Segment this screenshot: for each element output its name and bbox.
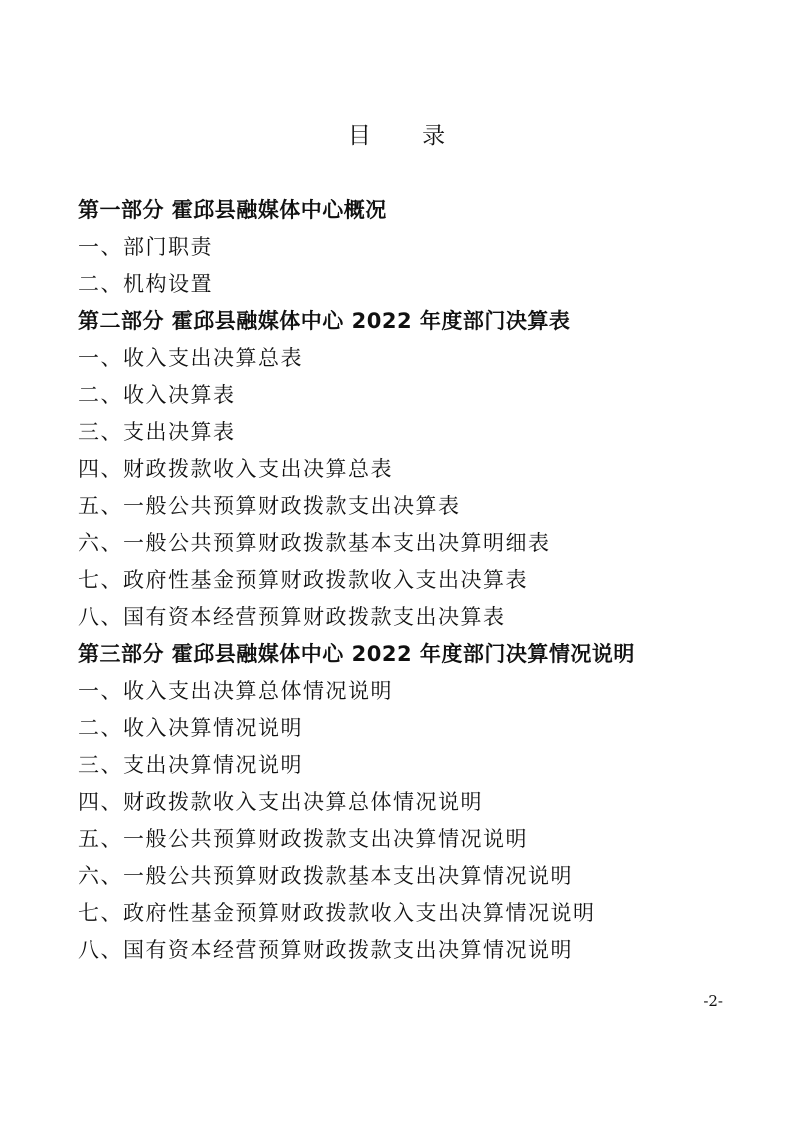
toc-item: 八、国有资本经营预算财政拨款支出决算情况说明: [78, 938, 573, 962]
toc-item: 三、支出决算表: [78, 420, 236, 444]
toc-part-1: 第一部分 霍邱县融媒体中心概况: [78, 198, 387, 222]
toc-item: 五、一般公共预算财政拨款支出决算情况说明: [78, 827, 528, 851]
toc-item: 七、政府性基金预算财政拨款收入支出决算情况说明: [78, 901, 596, 925]
table-of-contents: [78, 192, 758, 969]
toc-item: 一、收入支出决算总表: [78, 346, 303, 370]
toc-part-2: 第二部分 霍邱县融媒体中心 2022 年度部门决算表: [78, 309, 571, 333]
toc-item: 二、机构设置: [78, 272, 213, 296]
toc-item: 一、收入支出决算总体情况说明: [78, 679, 393, 703]
toc-item: 八、国有资本经营预算财政拨款支出决算表: [78, 605, 506, 629]
toc-item: 五、一般公共预算财政拨款支出决算表: [78, 494, 461, 518]
toc-item: 六、一般公共预算财政拨款基本支出决算情况说明: [78, 864, 573, 888]
toc-part-3: 第三部分 霍邱县融媒体中心 2022 年度部门决算情况说明: [78, 642, 635, 666]
page-number: -2-: [703, 992, 723, 1010]
toc-item: 二、收入决算表: [78, 383, 236, 407]
toc-item: 四、财政拨款收入支出决算总表: [78, 457, 393, 481]
toc-item: 六、一般公共预算财政拨款基本支出决算明细表: [78, 531, 551, 555]
toc-item: 二、收入决算情况说明: [78, 716, 303, 740]
toc-item: 七、政府性基金预算财政拨款收入支出决算表: [78, 568, 528, 592]
toc-item: 四、财政拨款收入支出决算总体情况说明: [78, 790, 483, 814]
toc-item: 三、支出决算情况说明: [78, 753, 303, 777]
toc-item: 一、部门职责: [78, 235, 213, 259]
page-title: 目 录: [347, 123, 468, 149]
